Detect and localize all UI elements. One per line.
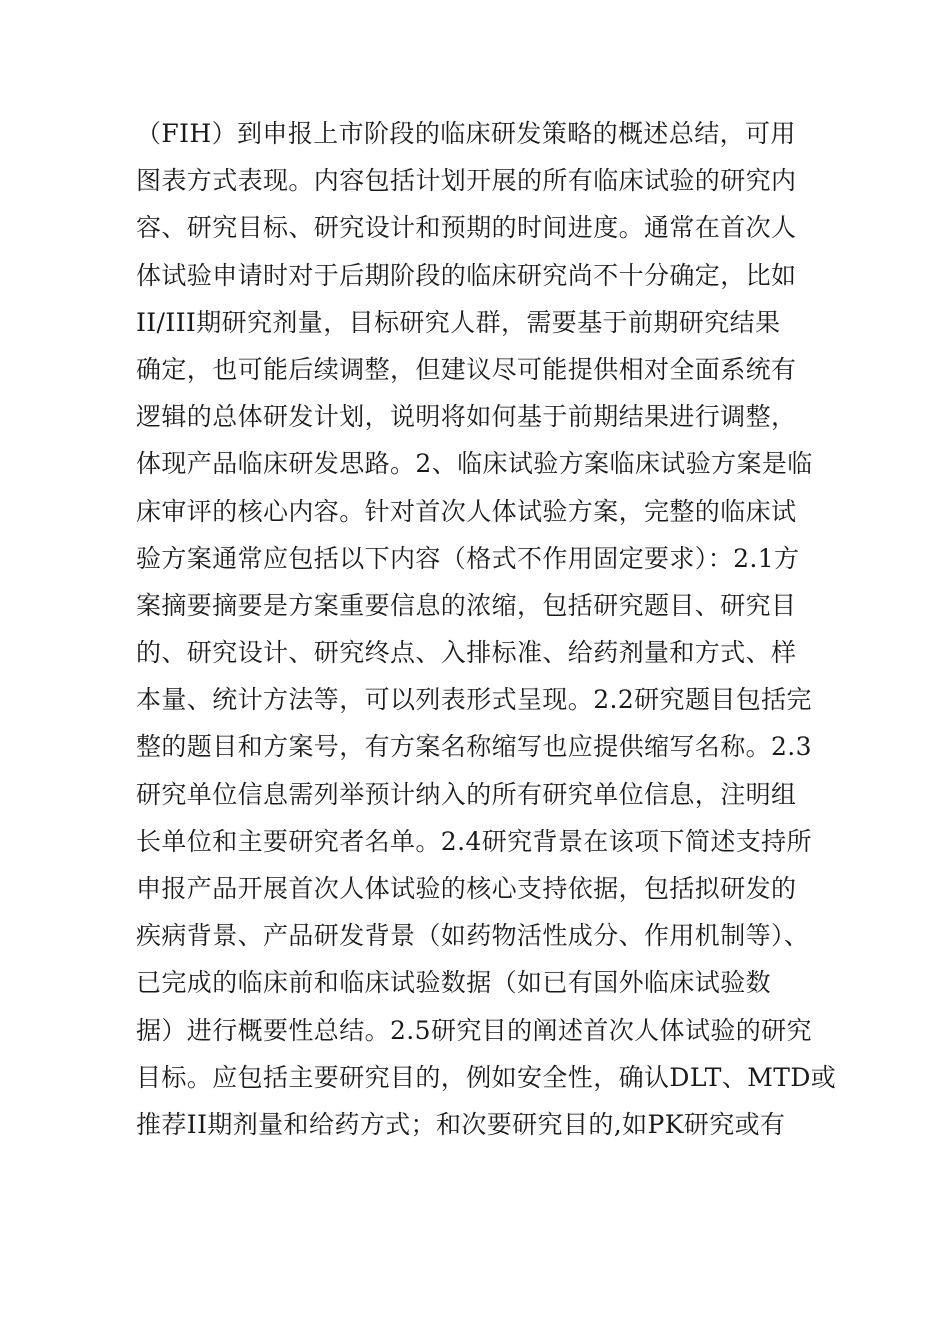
text-line: 据）进行概要性总结。2.5研究目的阐述首次人体试验的研究 — [136, 1015, 812, 1045]
text-line: 本量、统计方法等，可以列表形式呈现。2.2研究题目包括完 — [136, 685, 812, 715]
text-line: 容、研究目标、研究设计和预期的时间进度。通常在首次人 — [136, 213, 797, 243]
text-line: 目标。应包括主要研究目的，例如安全性，确认DLT、MTD或 — [136, 1062, 837, 1092]
text-line: 床审评的核心内容。针对首次人体试验方案，完整的临床试 — [136, 496, 797, 526]
text-line: 案摘要摘要是方案重要信息的浓缩，包括研究题目、研究目 — [136, 590, 797, 620]
text-line: 逻辑的总体研发计划，说明将如何基于前期结果进行调整， — [136, 402, 797, 432]
text-line: 推荐II期剂量和给药方式；和次要研究目的,如PK研究或有 — [136, 1109, 786, 1139]
text-line: 已完成的临床前和临床试验数据（如已有国外临床试验数 — [136, 968, 772, 998]
text-line: 整的题目和方案号，有方案名称缩写也应提供缩写名称。2.3 — [136, 732, 812, 762]
text-line: 体试验申请时对于后期阶段的临床研究尚不十分确定，比如 — [136, 260, 797, 290]
text-line: 长单位和主要研究者名单。2.4研究背景在该项下简述支持所 — [136, 826, 812, 856]
body-text — [136, 110, 837, 1148]
text-line: 的、研究设计、研究终点、入排标准、给药剂量和方式、样 — [136, 638, 797, 668]
text-line: 研究单位信息需列举预计纳入的所有研究单位信息，注明组 — [136, 779, 797, 809]
text-line: 图表方式表现。内容包括计划开展的所有临床试验的研究内 — [136, 166, 797, 196]
text-line: 体现产品临床研发思路。2、临床试验方案临床试验方案是临 — [136, 449, 813, 479]
text-line: （FIH）到申报上市阶段的临床研发策略的概述总结，可用 — [136, 119, 796, 148]
text-line: 疾病背景、产品研发背景（如药物活性成分、作用机制等）、 — [136, 921, 810, 951]
text-line: 验方案通常应包括以下内容（格式不作用固定要求）：2.1方 — [136, 543, 800, 573]
text-line: II/III期研究剂量，目标研究人群，需要基于前期研究结果 — [136, 307, 781, 337]
text-line: 确定，也可能后续调整，但建议尽可能提供相对全面系统有 — [136, 354, 797, 384]
text-line: 申报产品开展首次人体试验的核心支持依据，包括拟研发的 — [136, 874, 797, 903]
